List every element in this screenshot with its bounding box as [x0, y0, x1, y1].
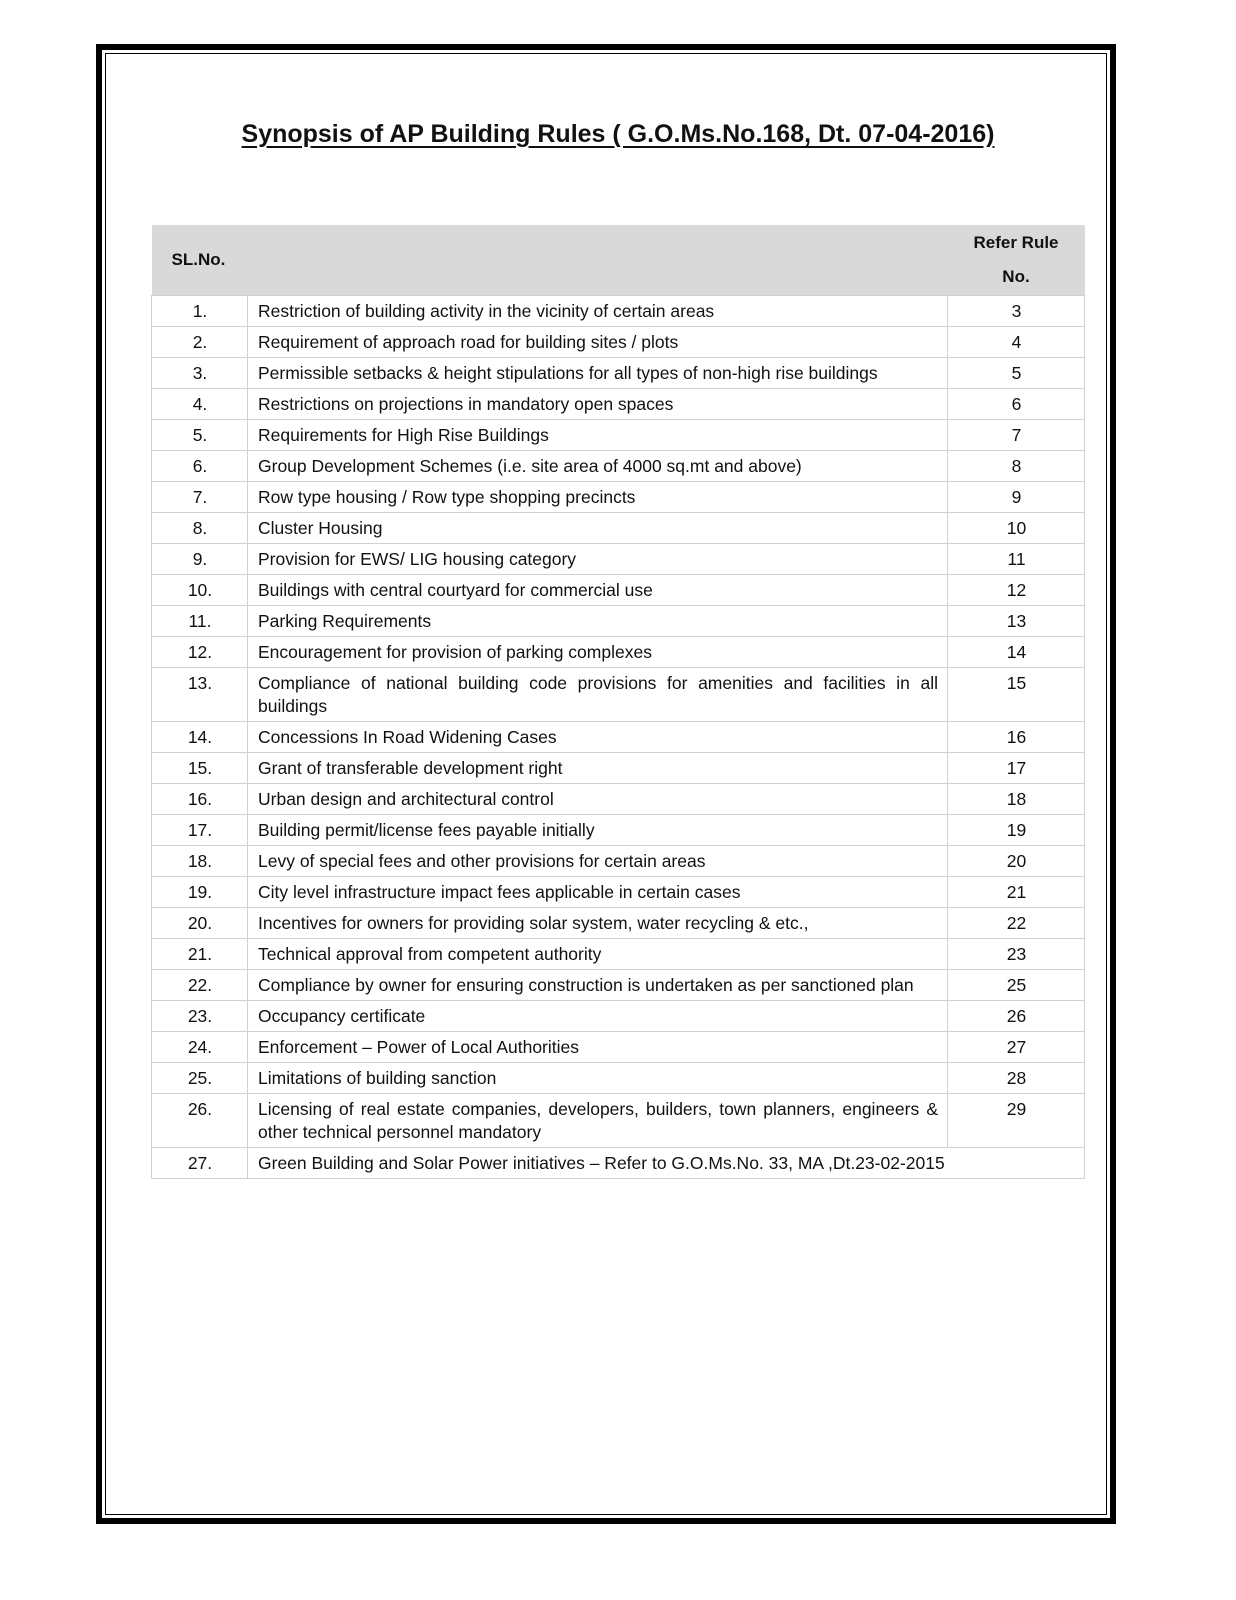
table-row: [152, 784, 1085, 815]
table-row: [152, 420, 1085, 451]
table-row: [152, 451, 1085, 482]
row-refer-rule: 11: [948, 544, 1085, 575]
table-row-last: [152, 1148, 1085, 1179]
row-description: Technical approval from competent authority: [248, 939, 948, 970]
row-sl-no: 17.: [152, 815, 248, 846]
table-row: [152, 358, 1085, 389]
row-description: Permissible setbacks & height stipulations for all types of non-high rise buildings: [248, 358, 948, 389]
table-row: [152, 327, 1085, 358]
row-sl-no: 27.: [152, 1148, 248, 1179]
row-refer-rule: 26: [948, 1001, 1085, 1032]
row-refer-rule: 5: [948, 358, 1085, 389]
row-sl-no: 20.: [152, 908, 248, 939]
row-refer-rule: 23: [948, 939, 1085, 970]
row-refer-rule: 12: [948, 575, 1085, 606]
row-sl-no: 23.: [152, 1001, 248, 1032]
row-refer-rule: 29: [948, 1094, 1085, 1148]
table-row: [152, 1001, 1085, 1032]
table-row: [152, 296, 1085, 327]
header-refer-rule-line1: Refer Rule: [973, 233, 1059, 252]
row-sl-no: 12.: [152, 637, 248, 668]
row-refer-rule: 8: [948, 451, 1085, 482]
row-sl-no: 3.: [152, 358, 248, 389]
row-sl-no: 1.: [152, 296, 248, 327]
row-description: Parking Requirements: [248, 606, 948, 637]
row-refer-rule: 21: [948, 877, 1085, 908]
row-refer-rule: 9: [948, 482, 1085, 513]
table-row: [152, 637, 1085, 668]
row-description: Provision for EWS/ LIG housing category: [248, 544, 948, 575]
row-refer-rule: 13: [948, 606, 1085, 637]
table-row: [152, 908, 1085, 939]
table-row: [152, 722, 1085, 753]
table-row: [152, 575, 1085, 606]
row-description: Compliance by owner for ensuring construction is undertaken as per sanctioned plan: [248, 970, 948, 1001]
table-row: [152, 389, 1085, 420]
row-refer-rule: 20: [948, 846, 1085, 877]
table-row: [152, 753, 1085, 784]
row-refer-rule: 7: [948, 420, 1085, 451]
row-sl-no: 16.: [152, 784, 248, 815]
row-description: Cluster Housing: [248, 513, 948, 544]
row-sl-no: 25.: [152, 1063, 248, 1094]
header-sl-no: SL.No.: [152, 225, 248, 296]
row-refer-rule: 15: [948, 668, 1085, 722]
table-row: [152, 815, 1085, 846]
row-sl-no: 11.: [152, 606, 248, 637]
row-sl-no: 26.: [152, 1094, 248, 1148]
row-sl-no: 6.: [152, 451, 248, 482]
row-refer-rule: 17: [948, 753, 1085, 784]
row-description: Urban design and architectural control: [248, 784, 948, 815]
table-row: [152, 668, 1085, 722]
row-sl-no: 10.: [152, 575, 248, 606]
row-sl-no: 8.: [152, 513, 248, 544]
row-sl-no: 22.: [152, 970, 248, 1001]
row-description: Group Development Schemes (i.e. site area of 4000 sq.mt and above): [248, 451, 948, 482]
row-sl-no: 5.: [152, 420, 248, 451]
row-description: Restriction of building activity in the vicinity of certain areas: [248, 296, 948, 327]
table-row: [152, 846, 1085, 877]
row-refer-rule: 22: [948, 908, 1085, 939]
row-description: Limitations of building sanction: [248, 1063, 948, 1094]
row-sl-no: 13.: [152, 668, 248, 722]
row-refer-rule: 6: [948, 389, 1085, 420]
row-description: City level infrastructure impact fees applicable in certain cases: [248, 877, 948, 908]
rules-table: [151, 225, 1085, 1179]
row-description: Grant of transferable development right: [248, 753, 948, 784]
row-description: Row type housing / Row type shopping precincts: [248, 482, 948, 513]
row-refer-rule: 16: [948, 722, 1085, 753]
row-description: Compliance of national building code provisions for amenities and facilities in all buildings: [248, 668, 948, 722]
row-refer-rule: 4: [948, 327, 1085, 358]
row-sl-no: 18.: [152, 846, 248, 877]
header-refer-rule-line2: No.: [1002, 267, 1030, 286]
row-description: Levy of special fees and other provisions for certain areas: [248, 846, 948, 877]
row-sl-no: 19.: [152, 877, 248, 908]
row-sl-no: 14.: [152, 722, 248, 753]
row-description: Encouragement for provision of parking complexes: [248, 637, 948, 668]
table-row: [152, 1063, 1085, 1094]
row-sl-no: 7.: [152, 482, 248, 513]
table-row: [152, 482, 1085, 513]
row-refer-rule: 28: [948, 1063, 1085, 1094]
row-sl-no: 21.: [152, 939, 248, 970]
row-description: Enforcement – Power of Local Authorities: [248, 1032, 948, 1063]
table-header: [152, 225, 1085, 296]
row-description: Licensing of real estate companies, developers, builders, town planners, engineers & other technical personnel mandatory: [248, 1094, 948, 1148]
table-row: [152, 544, 1085, 575]
header-refer-rule: [948, 225, 1085, 296]
table-row: [152, 970, 1085, 1001]
row-description: Restrictions on projections in mandatory open spaces: [248, 389, 948, 420]
row-refer-rule: 19: [948, 815, 1085, 846]
row-sl-no: 2.: [152, 327, 248, 358]
row-description: Occupancy certificate: [248, 1001, 948, 1032]
table-row: [152, 513, 1085, 544]
table-row: [152, 606, 1085, 637]
document-title: Synopsis of AP Building Rules ( G.O.Ms.No.168, Dt. 07-04-2016): [241, 120, 995, 148]
row-refer-rule: 3: [948, 296, 1085, 327]
row-sl-no: 9.: [152, 544, 248, 575]
row-sl-no: 4.: [152, 389, 248, 420]
row-sl-no: 15.: [152, 753, 248, 784]
table-row: [152, 877, 1085, 908]
table-row: [152, 939, 1085, 970]
row-sl-no: 24.: [152, 1032, 248, 1063]
row-refer-rule: 18: [948, 784, 1085, 815]
row-refer-rule: 10: [948, 513, 1085, 544]
table-row: [152, 1094, 1085, 1148]
row-refer-rule: 27: [948, 1032, 1085, 1063]
row-description: Building permit/license fees payable initially: [248, 815, 948, 846]
header-description: [248, 225, 948, 296]
row-refer-rule: 14: [948, 637, 1085, 668]
row-description: Requirements for High Rise Buildings: [248, 420, 948, 451]
row-description: Buildings with central courtyard for commercial use: [248, 575, 948, 606]
row-description: Green Building and Solar Power initiatives – Refer to G.O.Ms.No. 33, MA ,Dt.23-02-2015: [248, 1148, 1085, 1179]
row-description: Concessions In Road Widening Cases: [248, 722, 948, 753]
row-description: Requirement of approach road for building sites / plots: [248, 327, 948, 358]
row-refer-rule: 25: [948, 970, 1085, 1001]
table-row: [152, 1032, 1085, 1063]
row-description: Incentives for owners for providing solar system, water recycling & etc.,: [248, 908, 948, 939]
